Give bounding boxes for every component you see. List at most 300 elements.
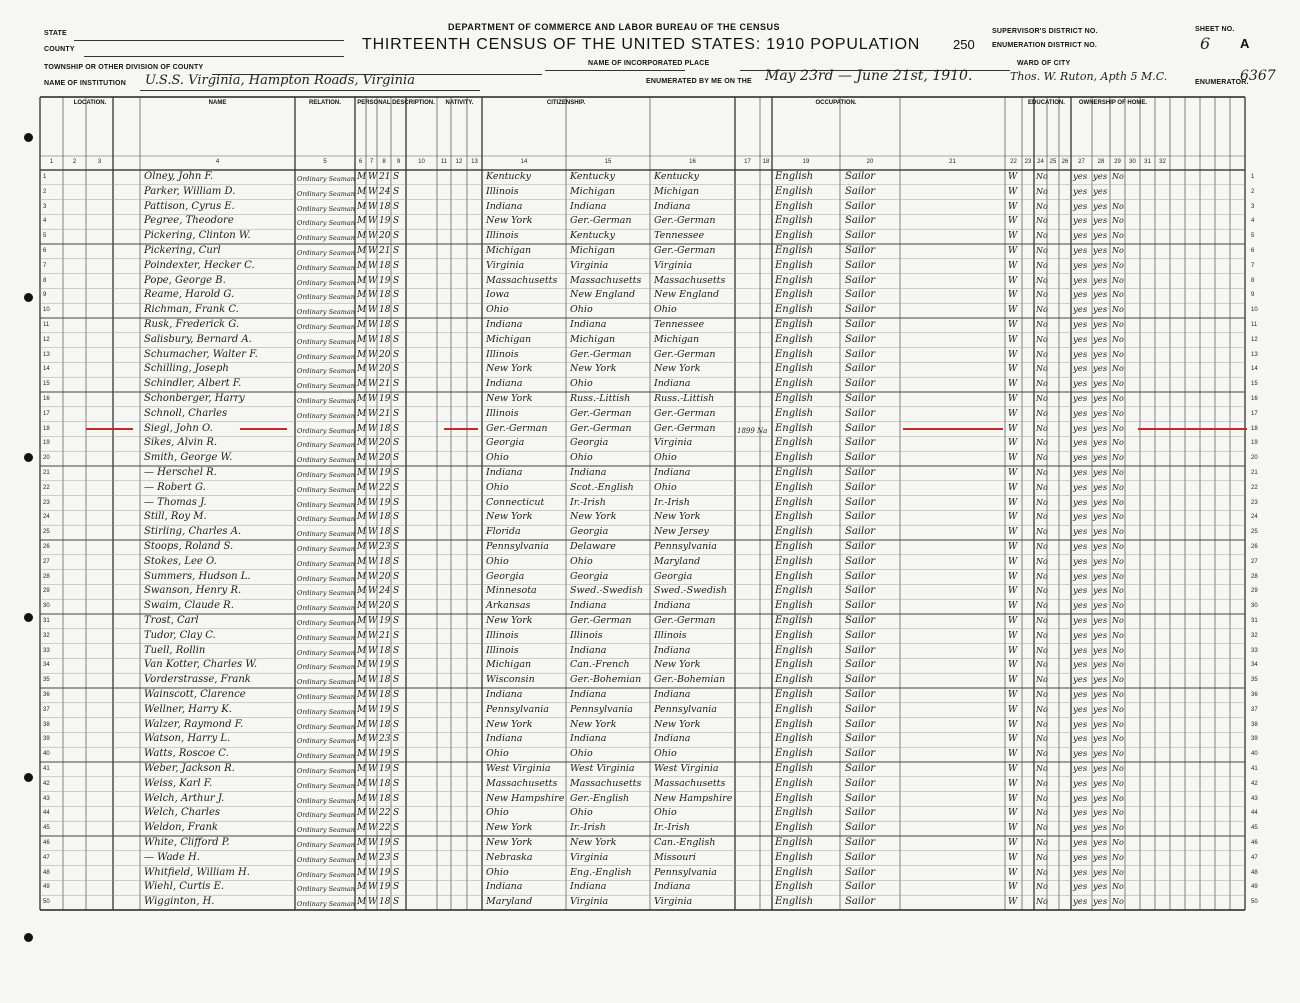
sex: M bbox=[357, 882, 367, 893]
can-read: yes bbox=[1073, 660, 1088, 671]
out-of-work: No bbox=[1036, 867, 1048, 877]
column-group-heading: PERSONAL DESCRIPTION. bbox=[357, 100, 435, 106]
age: 23 bbox=[379, 852, 391, 863]
sex: M bbox=[357, 808, 367, 819]
person-name: Vorderstrasse, Frank bbox=[144, 674, 251, 686]
marital-status: S bbox=[393, 660, 400, 671]
row-number-left: 17 bbox=[43, 410, 50, 417]
birthplace: New York bbox=[486, 393, 533, 404]
home-ownership: No bbox=[1112, 305, 1124, 315]
can-read: yes bbox=[1073, 423, 1088, 434]
can-read: yes bbox=[1073, 497, 1088, 508]
mother-birthplace: Ir.-Irish bbox=[654, 496, 690, 508]
mother-birthplace: Illinois bbox=[654, 629, 687, 641]
sex: M bbox=[357, 438, 367, 449]
row-number-left: 7 bbox=[43, 262, 47, 269]
relation: Ordinary Seaman bbox=[297, 811, 355, 820]
home-ownership: No bbox=[1112, 349, 1124, 359]
mother-birthplace: Russ.-Littish bbox=[654, 393, 715, 404]
age: 19 bbox=[379, 497, 391, 508]
employment-status: W bbox=[1008, 823, 1018, 834]
marital-status: S bbox=[393, 512, 400, 523]
employment-status: W bbox=[1008, 305, 1018, 316]
can-read: yes bbox=[1073, 778, 1088, 789]
employment-status: W bbox=[1008, 660, 1018, 671]
home-ownership: No bbox=[1112, 823, 1124, 833]
can-write: yes bbox=[1093, 793, 1108, 804]
out-of-work: No bbox=[1036, 793, 1048, 803]
mother-birthplace: Indiana bbox=[654, 689, 691, 700]
relation: Ordinary Seaman bbox=[297, 367, 355, 376]
can-write: yes bbox=[1093, 867, 1108, 878]
marital-status: S bbox=[393, 616, 400, 626]
relation: Ordinary Seaman bbox=[297, 900, 355, 909]
sex: M bbox=[357, 660, 367, 671]
mother-birthplace: Indiana bbox=[654, 200, 691, 212]
age: 20 bbox=[379, 571, 391, 582]
occupation: Sailor bbox=[845, 363, 876, 375]
column-number: 30 bbox=[1129, 159, 1136, 165]
occupation: Sailor bbox=[845, 171, 876, 182]
mother-birthplace: Indiana bbox=[654, 644, 691, 656]
person-name: Swanson, Henry R. bbox=[144, 585, 242, 597]
language: English bbox=[775, 896, 814, 908]
row-number: 5 bbox=[1251, 233, 1255, 240]
mother-birthplace: New Jersey bbox=[654, 526, 709, 538]
row-number-left: 46 bbox=[43, 840, 50, 846]
father-birthplace: Ohio bbox=[570, 452, 593, 464]
birthplace: Ohio bbox=[486, 304, 509, 316]
row-number: 32 bbox=[1251, 632, 1258, 639]
birthplace: New York bbox=[486, 511, 533, 523]
person-name: Stokes, Lee O. bbox=[144, 555, 217, 567]
language: English bbox=[775, 763, 814, 774]
marital-status: S bbox=[393, 231, 400, 242]
employment-status: W bbox=[1008, 334, 1018, 345]
relation: Ordinary Seaman bbox=[297, 693, 355, 701]
race: W bbox=[368, 172, 378, 182]
home-ownership: No bbox=[1112, 231, 1124, 241]
age: 18 bbox=[379, 793, 391, 804]
row-number-left: 47 bbox=[43, 854, 50, 861]
age: 21 bbox=[379, 630, 391, 641]
employment-status: W bbox=[1008, 897, 1018, 908]
relation: Ordinary Seaman bbox=[297, 752, 355, 761]
row-number-left: 19 bbox=[43, 440, 50, 447]
column-number: 28 bbox=[1097, 159, 1105, 165]
out-of-work: No bbox=[1036, 690, 1048, 699]
language: English bbox=[775, 851, 814, 863]
sex: M bbox=[357, 260, 367, 271]
row-number: 41 bbox=[1251, 766, 1258, 772]
marital-status: S bbox=[393, 675, 400, 686]
sex: M bbox=[357, 571, 367, 582]
person-name: Summers, Hudson L. bbox=[144, 570, 251, 582]
can-read: yes bbox=[1073, 394, 1088, 404]
age: 19 bbox=[379, 616, 391, 626]
institution-value: U.S.S. Virginia, Hampton Roads, Virginia bbox=[145, 73, 415, 88]
person-name: Tudor, Clay C. bbox=[144, 629, 216, 641]
column-number: 22 bbox=[1010, 159, 1017, 165]
relation: Ordinary Seaman bbox=[297, 633, 355, 642]
relation: Ordinary Seaman bbox=[297, 722, 355, 731]
out-of-work: No bbox=[1036, 778, 1048, 788]
language: English bbox=[775, 674, 814, 686]
occupation: Sailor bbox=[845, 407, 876, 419]
race: W bbox=[368, 823, 378, 834]
out-of-work: No bbox=[1036, 349, 1048, 359]
can-read: yes bbox=[1073, 186, 1088, 197]
person-name: Parker, William D. bbox=[144, 185, 236, 197]
column-number: 19 bbox=[802, 159, 810, 165]
father-birthplace: Georgia bbox=[570, 526, 609, 538]
employment-status: W bbox=[1008, 482, 1018, 493]
age: 19 bbox=[379, 882, 391, 893]
employment-status: W bbox=[1008, 468, 1018, 478]
occupation: Sailor bbox=[845, 851, 876, 863]
marital-status: S bbox=[393, 852, 400, 863]
employment-status: W bbox=[1008, 734, 1018, 745]
employment-status: W bbox=[1008, 260, 1018, 271]
home-ownership: No bbox=[1112, 690, 1124, 699]
age: 22 bbox=[379, 482, 391, 493]
out-of-work: No bbox=[1036, 305, 1048, 315]
can-write: yes bbox=[1093, 201, 1108, 212]
marital-status: S bbox=[393, 867, 400, 878]
marital-status: S bbox=[393, 275, 400, 286]
can-read: yes bbox=[1073, 542, 1088, 552]
enumerated-value: May 23rd — June 21st, 1910. bbox=[765, 68, 973, 84]
highlight-marker bbox=[86, 428, 133, 430]
father-birthplace: Kentucky bbox=[570, 171, 615, 182]
relation: Ordinary Seaman bbox=[297, 574, 355, 583]
row-number-left: 48 bbox=[43, 869, 50, 876]
can-write: yes bbox=[1093, 660, 1108, 671]
sex: M bbox=[357, 394, 367, 404]
row-number-left: 44 bbox=[43, 810, 50, 817]
age: 18 bbox=[379, 305, 391, 316]
corner-number: 6367 bbox=[1240, 68, 1276, 84]
age: 20 bbox=[379, 349, 391, 360]
relation: Ordinary Seaman bbox=[297, 855, 355, 864]
father-birthplace: Indiana bbox=[570, 600, 607, 612]
race: W bbox=[368, 601, 378, 612]
home-ownership: No bbox=[1112, 882, 1124, 892]
language: English bbox=[775, 792, 814, 804]
home-ownership: No bbox=[1112, 556, 1124, 566]
age: 18 bbox=[379, 675, 391, 686]
employment-status: W bbox=[1008, 216, 1018, 227]
row-number: 35 bbox=[1251, 677, 1258, 684]
employment-status: W bbox=[1008, 438, 1018, 449]
row-number-left: 12 bbox=[43, 336, 50, 343]
birthplace: Illinois bbox=[486, 644, 519, 656]
mother-birthplace: Ger.-German bbox=[654, 407, 716, 419]
column-group-heading: RELATION. bbox=[309, 100, 341, 106]
occupation: Sailor bbox=[845, 230, 876, 242]
race: W bbox=[368, 852, 378, 863]
enumerated-label: ENUMERATED BY ME ON THE bbox=[646, 78, 752, 85]
can-read: yes bbox=[1073, 320, 1088, 330]
father-birthplace: New York bbox=[570, 718, 617, 730]
column-group-heading: LOCATION. bbox=[73, 100, 107, 106]
employment-status: W bbox=[1008, 320, 1018, 330]
occupation: Sailor bbox=[845, 200, 876, 212]
occupation: Sailor bbox=[845, 496, 876, 508]
row-number: 13 bbox=[1251, 351, 1258, 358]
occupation: Sailor bbox=[845, 792, 876, 804]
home-ownership: No bbox=[1112, 852, 1124, 862]
enumeration-district-label: ENUMERATION DISTRICT NO. bbox=[992, 42, 1098, 49]
row-number: 7 bbox=[1251, 262, 1255, 269]
father-birthplace: Russ.-Littish bbox=[570, 393, 631, 404]
row-number-left: 37 bbox=[43, 706, 50, 713]
employment-status: W bbox=[1008, 704, 1018, 715]
out-of-work: No bbox=[1036, 482, 1048, 492]
row-number-left: 35 bbox=[43, 677, 50, 684]
row-number: 24 bbox=[1251, 514, 1258, 521]
occupation: Sailor bbox=[845, 822, 876, 834]
marital-status: S bbox=[393, 764, 400, 774]
person-name: Richman, Frank C. bbox=[144, 304, 239, 316]
birthplace: Michigan bbox=[486, 333, 532, 345]
race: W bbox=[368, 260, 378, 271]
row-number: 34 bbox=[1251, 662, 1258, 669]
marital-status: S bbox=[393, 749, 400, 760]
employment-status: W bbox=[1008, 453, 1018, 464]
race: W bbox=[368, 838, 378, 848]
column-number: 23 bbox=[1024, 159, 1032, 165]
out-of-work: No bbox=[1036, 882, 1048, 892]
language: English bbox=[775, 629, 814, 641]
birthplace: Pennsylvania bbox=[486, 541, 549, 552]
birthplace: New York bbox=[486, 718, 533, 730]
occupation: Sailor bbox=[845, 541, 876, 552]
out-of-work: No bbox=[1036, 823, 1048, 833]
marital-status: S bbox=[393, 586, 400, 597]
marital-status: S bbox=[393, 734, 400, 745]
home-ownership: No bbox=[1112, 260, 1124, 270]
birthplace: Indiana bbox=[486, 689, 523, 700]
can-read: yes bbox=[1073, 216, 1088, 227]
column-number: 13 bbox=[471, 159, 478, 165]
race: W bbox=[368, 305, 378, 316]
column-number: 2 bbox=[72, 159, 77, 165]
can-write: yes bbox=[1093, 320, 1108, 330]
stamp-number: 250 bbox=[953, 37, 975, 52]
employment-status: W bbox=[1008, 808, 1018, 819]
occupation: Sailor bbox=[845, 585, 876, 597]
can-read: yes bbox=[1073, 482, 1088, 493]
sex: M bbox=[357, 764, 367, 774]
marital-status: S bbox=[393, 379, 400, 390]
can-write: yes bbox=[1093, 601, 1108, 612]
relation: Ordinary Seaman bbox=[297, 870, 355, 879]
home-ownership: No bbox=[1112, 172, 1124, 181]
employment-status: W bbox=[1008, 778, 1018, 789]
row-number: 9 bbox=[1251, 292, 1255, 299]
supervisor-label: SUPERVISOR'S DISTRICT NO. bbox=[992, 28, 1098, 35]
sheet-letter: A bbox=[1240, 36, 1250, 51]
can-read: yes bbox=[1073, 527, 1088, 538]
row-number: 43 bbox=[1251, 795, 1258, 802]
can-write: yes bbox=[1093, 334, 1108, 345]
employment-status: W bbox=[1008, 630, 1018, 641]
row-number: 10 bbox=[1251, 307, 1258, 314]
column-number: 12 bbox=[455, 159, 463, 165]
age: 21 bbox=[379, 246, 391, 256]
age: 18 bbox=[379, 897, 391, 908]
mother-birthplace: Indiana bbox=[654, 733, 691, 745]
home-ownership: No bbox=[1112, 778, 1124, 788]
employment-status: W bbox=[1008, 201, 1018, 212]
father-birthplace: Indiana bbox=[570, 644, 607, 656]
row-number-left: 16 bbox=[43, 396, 50, 402]
race: W bbox=[368, 704, 378, 715]
occupation: Sailor bbox=[845, 600, 876, 612]
can-read: yes bbox=[1073, 290, 1088, 301]
language: English bbox=[775, 289, 814, 301]
can-write: yes bbox=[1093, 749, 1108, 760]
row-number-left: 5 bbox=[43, 233, 47, 240]
row-number-left: 23 bbox=[43, 499, 50, 506]
home-ownership: No bbox=[1112, 719, 1124, 729]
race: W bbox=[368, 764, 378, 774]
sex: M bbox=[357, 734, 367, 745]
can-write: yes bbox=[1093, 349, 1108, 360]
home-ownership: No bbox=[1112, 527, 1124, 537]
mother-birthplace: Pennsylvania bbox=[654, 703, 717, 715]
home-ownership: No bbox=[1112, 482, 1124, 492]
relation: Ordinary Seaman bbox=[297, 648, 355, 657]
out-of-work: No bbox=[1036, 334, 1048, 344]
can-write: yes bbox=[1093, 527, 1108, 538]
row-number-left: 1 bbox=[43, 174, 47, 180]
father-birthplace: Ir.-Irish bbox=[570, 822, 606, 834]
can-write: yes bbox=[1093, 468, 1108, 478]
relation: Ordinary Seaman bbox=[297, 323, 355, 331]
mother-birthplace: Indiana bbox=[654, 881, 691, 893]
home-ownership: No bbox=[1112, 897, 1124, 907]
person-name: Schnoll, Charles bbox=[144, 407, 228, 419]
row-number-left: 22 bbox=[43, 484, 50, 491]
mother-birthplace: Georgia bbox=[654, 570, 693, 582]
row-number-left: 8 bbox=[43, 277, 47, 284]
can-write: yes bbox=[1093, 275, 1108, 286]
employment-status: W bbox=[1008, 852, 1018, 863]
marital-status: S bbox=[393, 320, 400, 330]
language: English bbox=[775, 570, 814, 582]
out-of-work: No bbox=[1036, 512, 1048, 522]
race: W bbox=[368, 630, 378, 641]
census-title: THIRTEENTH CENSUS OF THE UNITED STATES: 1910 POPULATION bbox=[362, 36, 921, 53]
can-read: yes bbox=[1073, 867, 1088, 878]
home-ownership: No bbox=[1112, 216, 1124, 226]
home-ownership: No bbox=[1112, 438, 1124, 448]
can-read: yes bbox=[1073, 808, 1088, 819]
person-name: Schilling, Joseph bbox=[144, 363, 229, 375]
sex: M bbox=[357, 556, 367, 567]
row-number-left: 9 bbox=[43, 292, 47, 299]
race: W bbox=[368, 320, 378, 330]
occupation: Sailor bbox=[845, 304, 876, 316]
row-number: 16 bbox=[1251, 396, 1258, 402]
column-number: 8 bbox=[382, 159, 386, 165]
row-number-left: 49 bbox=[43, 884, 50, 891]
out-of-work: No bbox=[1036, 379, 1048, 389]
relation: Ordinary Seaman bbox=[297, 234, 355, 243]
mother-birthplace: Maryland bbox=[654, 555, 701, 567]
father-birthplace: Michigan bbox=[570, 245, 616, 256]
person-name: Pickering, Clinton W. bbox=[144, 230, 251, 242]
race: W bbox=[368, 571, 378, 582]
can-read: yes bbox=[1073, 704, 1088, 715]
sex: M bbox=[357, 867, 367, 878]
mother-birthplace: Swed.-Swedish bbox=[654, 585, 727, 597]
language: English bbox=[775, 245, 814, 256]
birthplace: Connecticut bbox=[486, 496, 545, 508]
can-read: yes bbox=[1073, 201, 1088, 212]
column-number: 32 bbox=[1159, 159, 1166, 165]
sex: M bbox=[357, 186, 367, 197]
person-name: Watson, Harry L. bbox=[144, 733, 231, 745]
language: English bbox=[775, 748, 814, 760]
can-read: yes bbox=[1073, 749, 1088, 760]
sex: M bbox=[357, 749, 367, 760]
can-read: yes bbox=[1073, 616, 1088, 626]
occupation: Sailor bbox=[845, 837, 876, 848]
mother-birthplace: Missouri bbox=[654, 851, 696, 863]
sex: M bbox=[357, 275, 367, 286]
sex: M bbox=[357, 231, 367, 242]
mother-birthplace: Ir.-Irish bbox=[654, 822, 690, 834]
row-number: 17 bbox=[1251, 410, 1258, 417]
sex: M bbox=[357, 852, 367, 863]
race: W bbox=[368, 512, 378, 523]
father-birthplace: Can.-French bbox=[570, 659, 630, 671]
sex: M bbox=[357, 675, 367, 686]
row-number: 47 bbox=[1251, 854, 1258, 861]
occupation: Sailor bbox=[845, 733, 876, 745]
row-number: 18 bbox=[1251, 425, 1258, 432]
marital-status: S bbox=[393, 408, 400, 419]
home-ownership: No bbox=[1112, 586, 1124, 596]
person-name: Welch, Arthur J. bbox=[144, 792, 225, 804]
home-ownership: No bbox=[1112, 616, 1124, 625]
employment-status: W bbox=[1008, 571, 1018, 582]
row-number: 1 bbox=[1251, 174, 1255, 180]
marital-status: S bbox=[393, 172, 400, 182]
row-number: 11 bbox=[1251, 322, 1258, 328]
father-birthplace: Swed.-Swedish bbox=[570, 585, 643, 597]
row-number: 48 bbox=[1251, 869, 1258, 876]
occupation: Sailor bbox=[845, 526, 876, 538]
mother-birthplace: Ger.-German bbox=[654, 245, 716, 256]
mother-birthplace: Tennessee bbox=[654, 319, 705, 330]
race: W bbox=[368, 438, 378, 449]
can-write: yes bbox=[1093, 764, 1108, 774]
mother-birthplace: Tennessee bbox=[654, 230, 705, 242]
employment-status: W bbox=[1008, 542, 1018, 552]
occupation: Sailor bbox=[845, 807, 876, 819]
age: 20 bbox=[379, 601, 391, 612]
person-name: Pickering, Curl bbox=[144, 245, 221, 256]
relation: Ordinary Seaman bbox=[297, 189, 355, 198]
sex: M bbox=[357, 334, 367, 345]
father-birthplace: Ger.-German bbox=[570, 348, 632, 360]
can-write: yes bbox=[1093, 305, 1108, 316]
row-number: 45 bbox=[1251, 825, 1258, 832]
